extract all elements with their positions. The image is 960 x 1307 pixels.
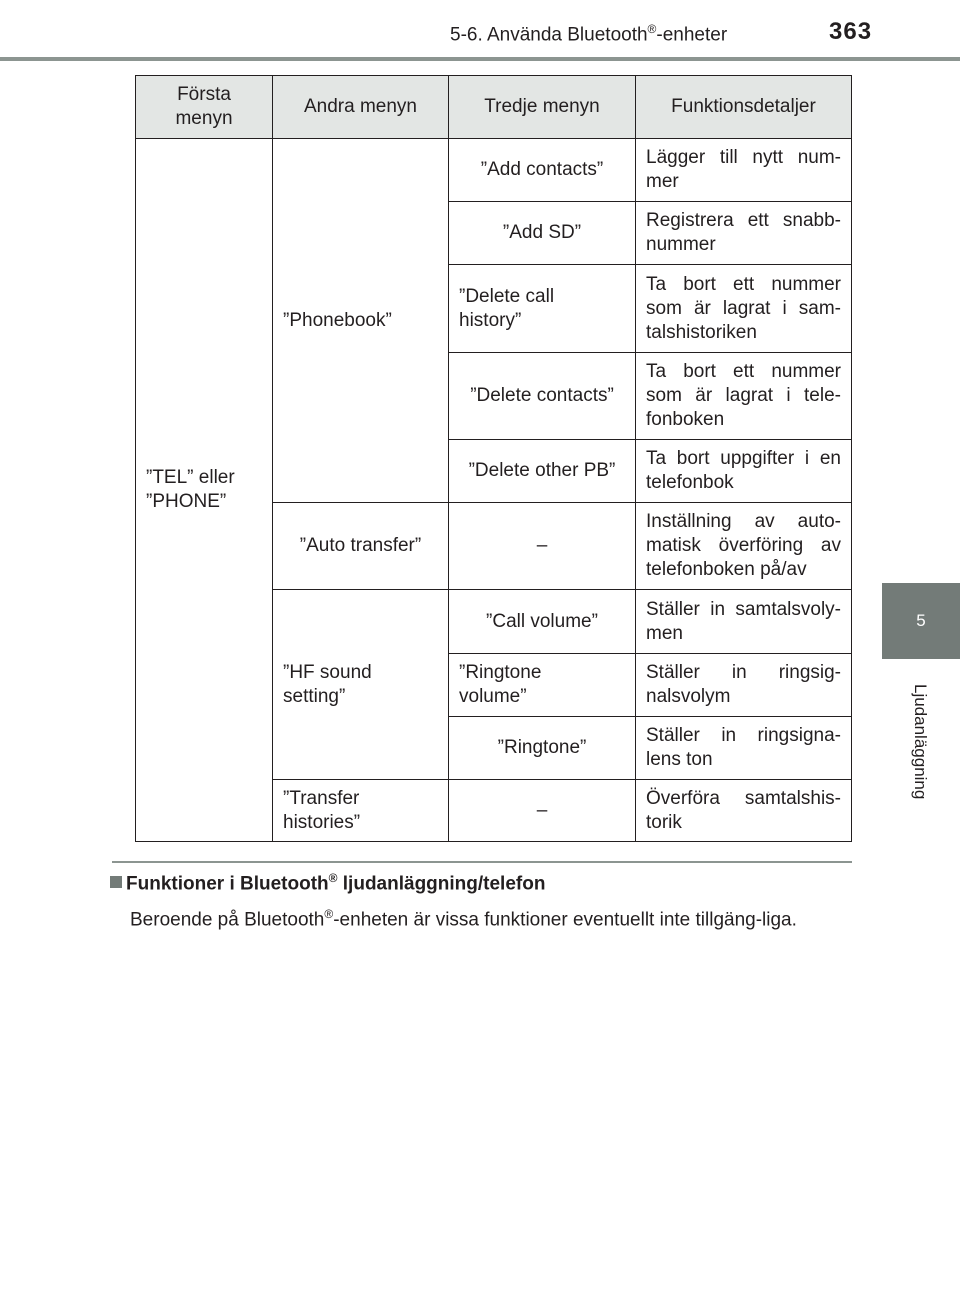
third-menu-auto-transfer-none: – xyxy=(449,503,636,590)
third-menu-ringtone: ”Ringtone” xyxy=(449,717,636,780)
note-body: Beroende på Bluetooth®-enheten är vissa funktioner eventuellt inte tillgäng-liga. xyxy=(130,907,797,931)
section-title: 5-6. Använda Bluetooth®-enheter xyxy=(450,22,728,46)
third-menu-transfer-histories-none: – xyxy=(449,780,636,842)
table-header-row xyxy=(136,76,852,139)
table-row xyxy=(136,139,852,202)
detail-delete-call-history: Ta bort ett nummer som är lagrat i sam-talshistoriken xyxy=(636,265,852,353)
third-menu-call-volume: ”Call volume” xyxy=(449,590,636,654)
third-menu-delete-other-pb: ”Delete other PB” xyxy=(449,440,636,503)
header-first-menu: Första menyn xyxy=(136,76,273,139)
third-menu-add-sd: ”Add SD” xyxy=(449,202,636,265)
detail-auto-transfer: Inställning av auto-matisk överföring av telefonboken på/av xyxy=(636,503,852,590)
second-menu-transfer-histories: ”Transfer histories” xyxy=(273,780,449,842)
second-menu-phonebook: ”Phonebook” xyxy=(273,139,449,503)
second-menu-auto-transfer: ”Auto transfer” xyxy=(273,503,449,590)
detail-ringtone: Ställer in ringsigna-lens ton xyxy=(636,717,852,780)
detail-transfer-histories: Överföra samtalshis-torik xyxy=(636,780,852,842)
chapter-tab: 5 xyxy=(882,583,960,659)
second-menu-hf-sound-setting: ”HF sound setting” xyxy=(273,590,449,780)
first-menu-cell: ”TEL” eller ”PHONE” xyxy=(136,139,273,842)
detail-delete-other-pb: Ta bort uppgifter i en telefonbok xyxy=(636,440,852,503)
third-menu-ringtone-volume: ”Ringtone volume” xyxy=(449,654,636,717)
detail-add-contacts: Lägger till nytt num-mer xyxy=(636,139,852,202)
note-title: Funktioner i Bluetooth® ljudanläggning/telefon xyxy=(110,871,545,895)
chapter-label: Ljudanläggning xyxy=(911,684,930,800)
detail-delete-contacts: Ta bort ett nummer som är lagrat i tele-fonboken xyxy=(636,353,852,440)
page-number: 363 xyxy=(829,18,873,45)
header-rule xyxy=(0,57,960,61)
third-menu-delete-call-history: ”Delete call history” xyxy=(449,265,636,353)
header-second-menu: Andra menyn xyxy=(273,76,449,139)
detail-ringtone-volume: Ställer in ringsig-nalsvolym xyxy=(636,654,852,717)
header-function-details: Funktionsdetaljer xyxy=(636,76,852,139)
bullet-square-icon xyxy=(110,876,122,888)
third-menu-delete-contacts: ”Delete contacts” xyxy=(449,353,636,440)
third-menu-add-contacts: ”Add contacts” xyxy=(449,139,636,202)
menu-table xyxy=(135,75,852,842)
note-rule xyxy=(112,861,852,863)
detail-add-sd: Registrera ett snabb-nummer xyxy=(636,202,852,265)
header-third-menu: Tredje menyn xyxy=(449,76,636,139)
detail-call-volume: Ställer in samtalsvoly-men xyxy=(636,590,852,654)
